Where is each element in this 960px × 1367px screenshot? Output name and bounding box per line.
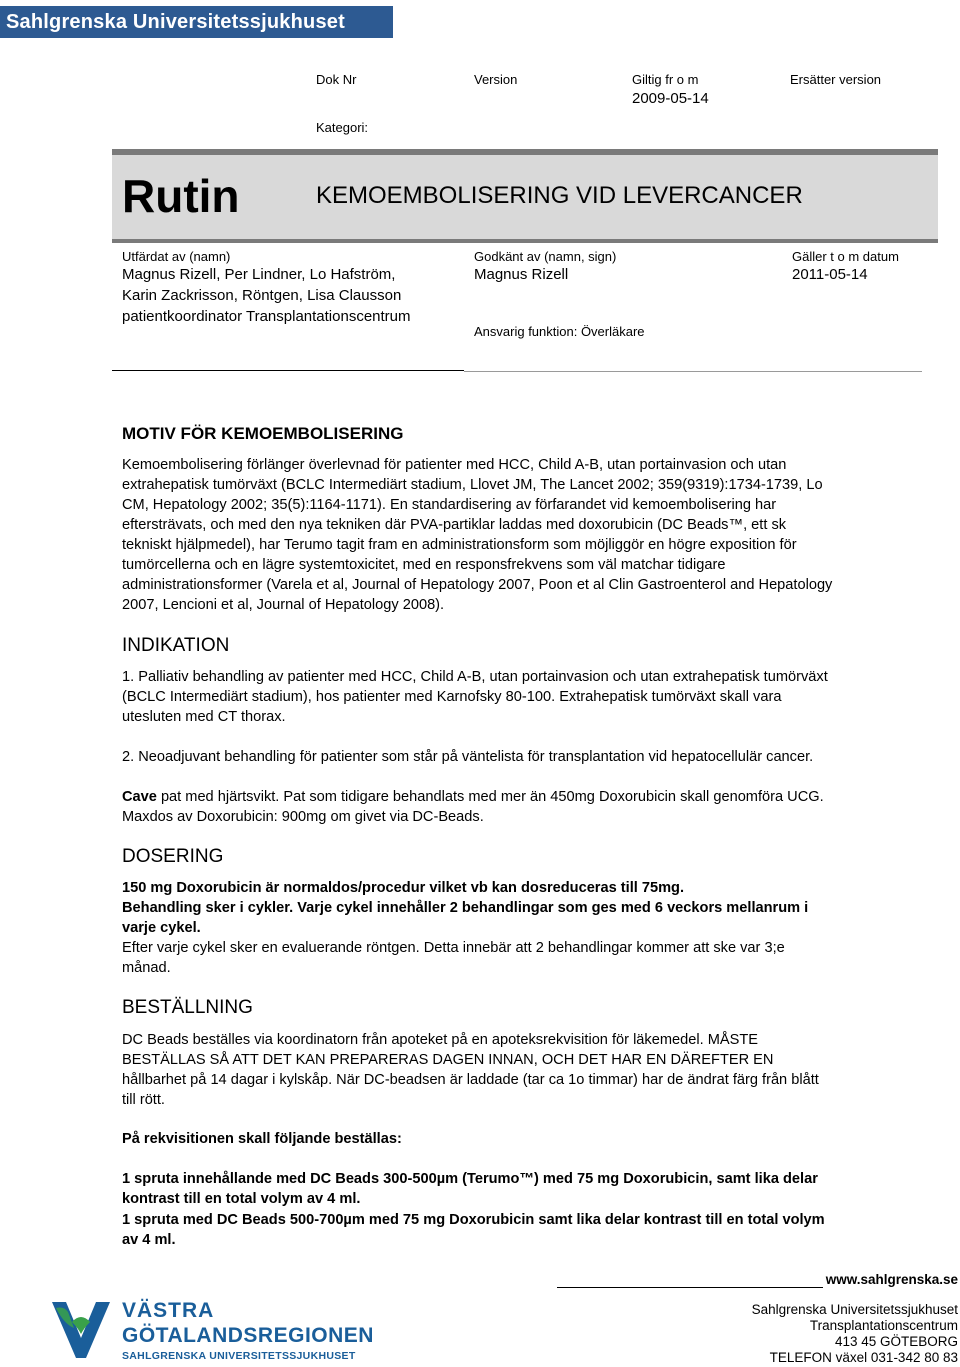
- giltig-label: Giltig fr o m: [632, 72, 699, 87]
- order-item-2: 1 spruta med DC Beads 500-700µm med 75 mg Doxorubicin samt lika delar kontrast till en total volym av 4 ml.: [122, 1212, 825, 1248]
- logo-vastra: VÄSTRA: [122, 1299, 215, 1322]
- dosering-paragraph: 150 mg Doxorubicin är normaldos/procedur vilket vb kan dosreduceras till 75mg. Behandling sker i cykler. Varje cykel innehåller 2 behandlingar som ges med 6 veckors mellanrum i varje cykel. Efter varje cykel sker en evaluerande röntgen. Detta innebär att 2 behandlingar kommer att ske var 3;e månad.: [122, 880, 809, 976]
- divider-left: [112, 370, 464, 371]
- logo-gotalandsregionen: GÖTALANDSREGIONEN: [122, 1324, 374, 1347]
- utfardat-value: Magnus Rizell, Per Lindner, Lo Hafström, Karin Zackrisson, Röntgen, Lisa Clausson patientkoordinator Transplantationscentrum: [122, 266, 411, 325]
- giltig-value: 2009-05-14: [632, 90, 709, 107]
- galler-label: Gäller t o m datum: [792, 249, 899, 264]
- cave-paragraph: Cave pat med hjärtsvikt. Pat som tidigare behandlats med mer än 450mg Doxorubicin skall genomföra UCG. Maxdos av Doxorubicin: 900mg om givet via DC-Beads.: [122, 789, 824, 825]
- godkant-label: Godkänt av (namn, sign): [474, 249, 617, 264]
- dok-nr-label: Dok Nr: [316, 72, 357, 87]
- utfardat-label: Utfärdat av (namn): [122, 249, 231, 264]
- indikation-p1: 1. Palliativ behandling av patienter med HCC, Child A-B, utan portainvasion och utan extrahepatisk tumörväxt (BCLC Intermediärt stadium), hos patienter med Karnofsky 80-100. Extrahepatisk tumörväxt skall vara utesluten med CT thorax.: [122, 669, 828, 725]
- version-label: Version: [474, 72, 518, 87]
- website-link[interactable]: www.sahlgrenska.se: [825, 1272, 958, 1287]
- godkant-value: Magnus Rizell: [474, 266, 569, 283]
- footer-address: Sahlgrenska Universitetssjukhuset Transplantationscentrum 413 45 GÖTEBORG TELEFON växel 031-342 80 83: [751, 1302, 958, 1365]
- motiv-paragraph: Kemoembolisering förlänger överlevnad för patienter med HCC, Child A-B, utan portainvasion och utan extrahepatisk tumörväxt (BCLC Intermediärt stadium, Llovet JM, The Lancet 2002; 359(9319):1734-1739, Lo CM, Hepatology 2002; 35(5):1164-1171). En standardisering av förfarandet vid kemoembolisering har eftersträvats, och med den nya tekniken där PVA-partiklar laddas med doxorubicin (DC Beads™, ett sk tekniskt hjälpmedel), har Terumo tagit fram en administrationsform som möjliggör en högre exposition för tumörcellerna och en lägre systemtoxicitet, med en responsfrekvens som väl matchar tidigare administrationsformer (Varela et al, Journal of Hepatology 2007, Poon et al Clin Gastroenterol and Hepatology 2007, Lencioni et al, Journal of Hepatology 2008).: [122, 457, 833, 613]
- ansvarig-funktion: Ansvarig funktion: Överläkare: [474, 324, 645, 339]
- order-item-1: 1 spruta innehållande med DC Beads 300-500µm (Terumo™) med 75 mg Doxorubicin, samt lika delar kontrast till en total volym av 4 ml.: [122, 1171, 818, 1207]
- document-type: Rutin: [122, 170, 240, 222]
- logo-sahlgrenska: SAHLGRENSKA UNIVERSITETSSJUKHUSET: [122, 1350, 356, 1362]
- galler-value: 2011-05-14: [792, 266, 868, 283]
- indikation-p2: 2. Neoadjuvant behandling för patienter som står på väntelista för transplantation vid hepatocellulär cancer.: [122, 749, 814, 765]
- divider-right: [464, 371, 922, 372]
- footer-rule: [557, 1287, 823, 1288]
- kategori-label: Kategori:: [316, 120, 369, 135]
- motiv-heading: MOTIV FÖR KEMOEMBOLISERING: [122, 424, 404, 443]
- indikation-heading: INDIKATION: [122, 635, 230, 656]
- bestallning-heading: BESTÄLLNING: [122, 997, 253, 1018]
- bestallning-paragraph: DC Beads beställes via koordinatorn från apoteket på en apoteksrekvisition för läkemedel. MÅSTE BESTÄLLAS SÅ ATT DET KAN PREPARERAS DAGEN INNAN, OCH DET HAR EN DÄREFTER EN hållbarhet på 14 dagar i kylskåp. När DC-beadsen är laddade (tar ca 1o timmar) har de ändrat färg från blått till rött.: [122, 1032, 819, 1108]
- vgr-logo-icon: [50, 1298, 112, 1362]
- hospital-banner: Sahlgrenska Universitetssjukhuset: [0, 6, 393, 38]
- dosering-heading: DOSERING: [122, 846, 224, 867]
- rekvisition-subheading: På rekvisitionen skall följande beställas:: [122, 1131, 402, 1147]
- ersatter-label: Ersätter version: [790, 72, 882, 87]
- document-title: KEMOEMBOLISERING VID LEVERCANCER: [316, 182, 803, 209]
